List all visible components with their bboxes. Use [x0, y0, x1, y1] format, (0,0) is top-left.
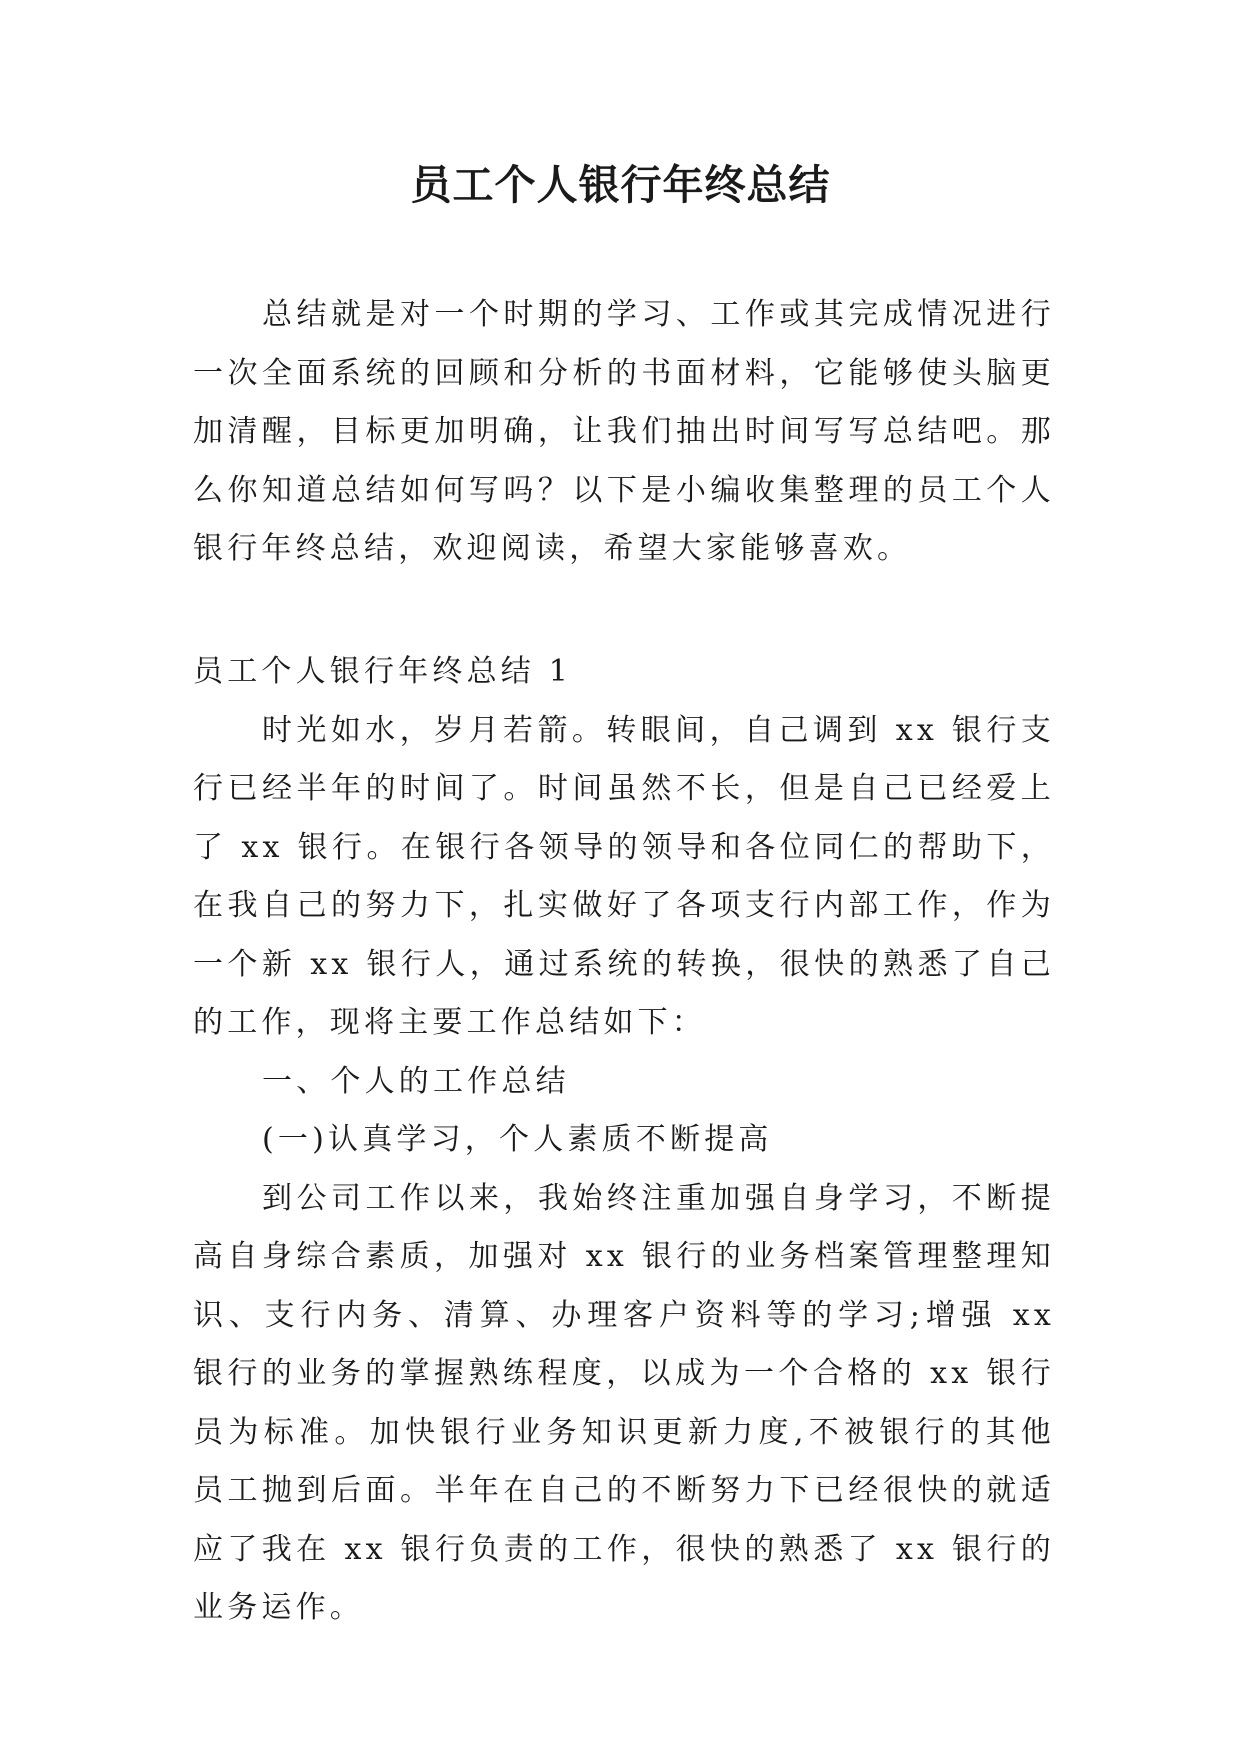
intro-paragraph: 总结就是对一个时期的学习、工作或其完成情况进行一次全面系统的回顾和分析的书面材料，它能够使头脑更加清醒，目标更加明确，让我们抽出时间写写总结吧。那么你知道总结如何写吗？以下是小编收集整理的员工个人银行年终总结，欢迎阅读，希望大家能够喜欢。 [193, 297, 1055, 566]
section-heading-2: (一)认真学习，个人素质不断提高 [262, 1122, 773, 1157]
document-title: 员工个人银行年终总结 [410, 161, 831, 209]
section-subtitle: 员工个人银行年终总结 1 [193, 654, 573, 689]
intro-section [193, 286, 1055, 579]
body-paragraph-1: 时光如水，岁月若箭。转眼间，自己调到 xx 银行支行已经半年的时间了。时间虽然不长，但是自己已经爱上了 xx 银行。在银行各领导的领导和各位同仁的帮助下，在我自己的努力下，扎实做好了各项支行内部工作，作为一个新 xx 银行人，通过系统的转换，很快的熟悉了自己的工作，现将主要工作总结如下： [193, 712, 1055, 1040]
section-heading-1: 一、个人的工作总结 [262, 1063, 570, 1099]
body-paragraph-2: 到公司工作以来，我始终注重加强自身学习，不断提高自身综合素质，加强对 xx 银行的业务档案管理整理知识、支行内务、清算、办理客户资料等的学习;增强 xx 银行的业务的掌握熟练程度，以成为一个合格的 xx 银行员为标准。加快银行业务知识更新力度,不被银行的其他员工抛到后面。半年在自己的不断努力下已经很快的就适应了我在 xx 银行负责的工作，很快的熟悉了 xx 银行的业务运作。 [193, 1180, 1055, 1625]
main-section [193, 643, 1055, 1638]
